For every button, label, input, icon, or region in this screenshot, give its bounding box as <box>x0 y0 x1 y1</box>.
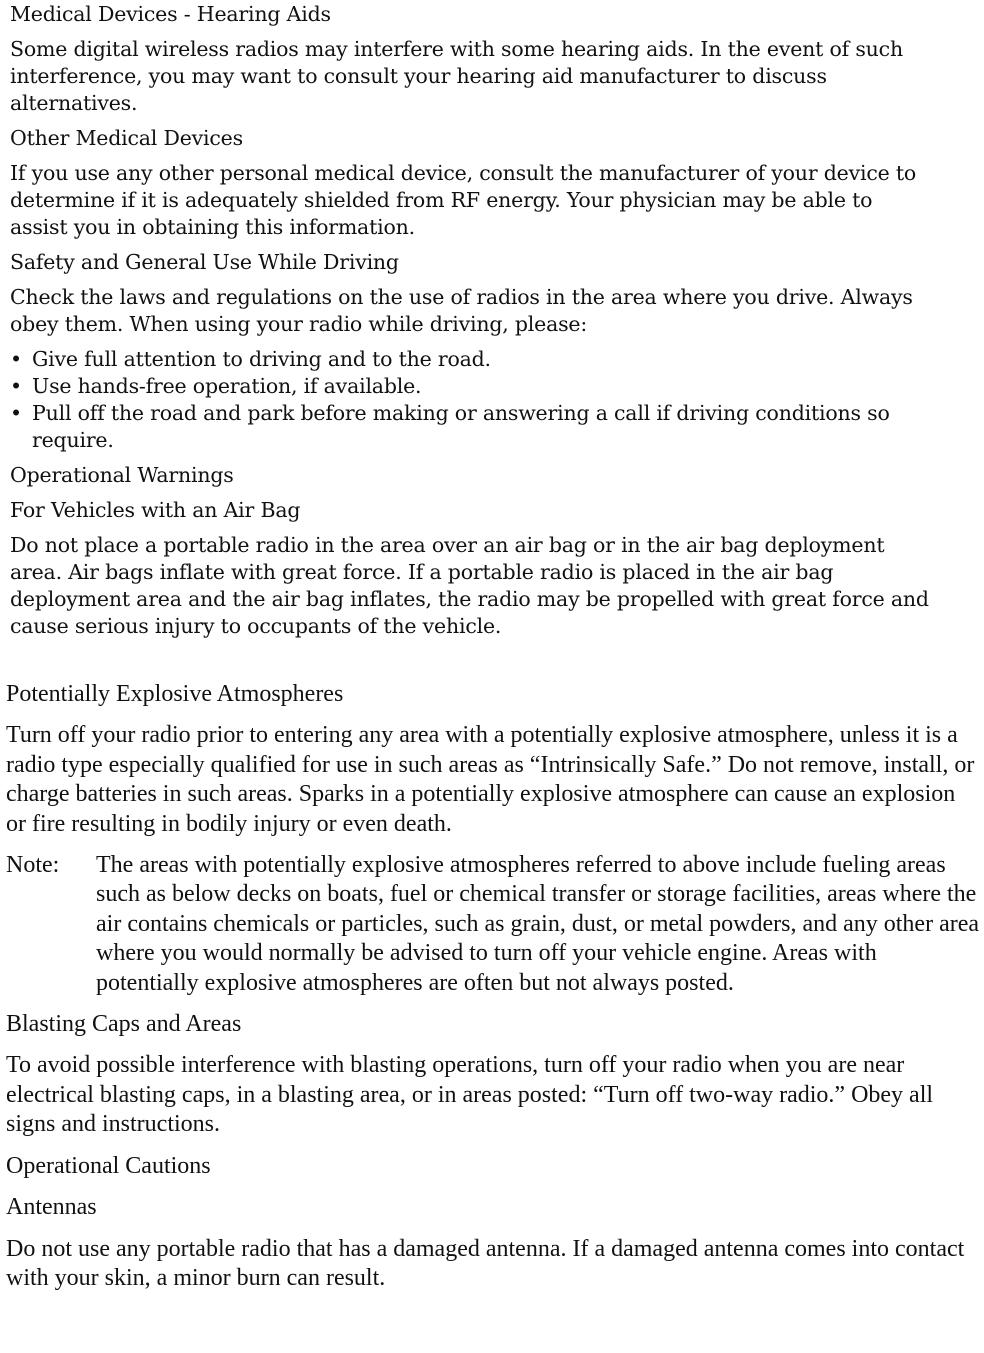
paragraph-explosive-atmospheres: Turn off your radio prior to entering any area with a potentially explosive atmosphere, unless it is a radio type especially qualified for use in such areas as “Intrinsically Safe.” Do not remove, install, or charge batteries in such areas. Sparks in a potentially explosive atmosphere can cause an explosion or fire resulting in bodily injury or even death. <box>6 722 975 837</box>
bullet-marker: • <box>10 347 22 371</box>
heading-operational-cautions: Operational Cautions <box>6 1152 211 1179</box>
heading-hearing-aids: Medical Devices - Hearing Aids <box>10 2 331 26</box>
bullet-text: Pull off the road and park before making or answering a call if driving conditions so require. <box>32 401 890 452</box>
note-block <box>6 851 980 998</box>
paragraph-air-bag: Do not place a portable radio in the area over an air bag or in the air bag deployment area. Air bags inflate with great force. If a portable radio is placed in the air bag deployment area and the air bag inflates, the radio may be propelled with great force and cause serious injury to occupants of the vehicle. <box>10 533 929 638</box>
paragraph-driving-safety: Check the laws and regulations on the use of radios in the area where you drive. Always obey them. When using your radio while driving, please: <box>10 285 913 336</box>
heading-other-medical-devices: Other Medical Devices <box>10 126 243 150</box>
heading-operational-warnings: Operational Warnings <box>10 463 234 487</box>
upper-section <box>10 0 970 648</box>
lower-section <box>6 680 980 1305</box>
heading-explosive-atmospheres: Potentially Explosive Atmospheres <box>6 681 344 707</box>
heading-driving-safety: Safety and General Use While Driving <box>10 250 399 274</box>
driving-bullet-list <box>10 346 970 454</box>
bullet-text: Use hands-free operation, if available. <box>32 374 422 398</box>
paragraph-other-medical-devices: If you use any other personal medical device, consult the manufacturer of your device to determine if it is adequately shielded from RF energy. Your physician may be able to assist you in obtaining this information. <box>10 161 917 239</box>
heading-antennas: Antennas <box>6 1194 97 1221</box>
heading-blasting-caps: Blasting Caps and Areas <box>6 1011 242 1038</box>
bullet-marker: • <box>10 374 22 398</box>
note-text: The areas with potentially explosive atmospheres referred to above include fueling areas such as below decks on boats, fuel or chemical transfer or storage facilities, areas where the air contains chemicals or particles, such as grain, dust, or metal powders, and any other area where you would normally be advised to turn off your vehicle engine. Areas with potentially explosive atmospheres are often but not always posted. <box>96 852 980 996</box>
bullet-marker: • <box>10 401 22 425</box>
bullet-item <box>10 346 912 373</box>
paragraph-blasting-caps: To avoid possible interference with blasting operations, turn off your radio when you are near electrical blasting caps, in a blasting area, or in areas posted: “Turn off two-way radio.” Obey all signs and instructions. <box>6 1052 934 1138</box>
note-label: Note: <box>6 852 60 879</box>
bullet-text: Give full attention to driving and to the road. <box>32 347 491 371</box>
bullet-item <box>10 400 912 454</box>
paragraph-antennas: Do not use any portable radio that has a damaged antenna. If a damaged antenna comes into contact with your skin, a minor burn can result. <box>6 1235 965 1291</box>
bullet-item <box>10 373 912 400</box>
paragraph-hearing-aids: Some digital wireless radios may interfere with some hearing aids. In the event of such interference, you may want to consult your hearing aid manufacturer to discuss alternatives. <box>10 37 903 115</box>
heading-air-bag: For Vehicles with an Air Bag <box>10 498 301 522</box>
